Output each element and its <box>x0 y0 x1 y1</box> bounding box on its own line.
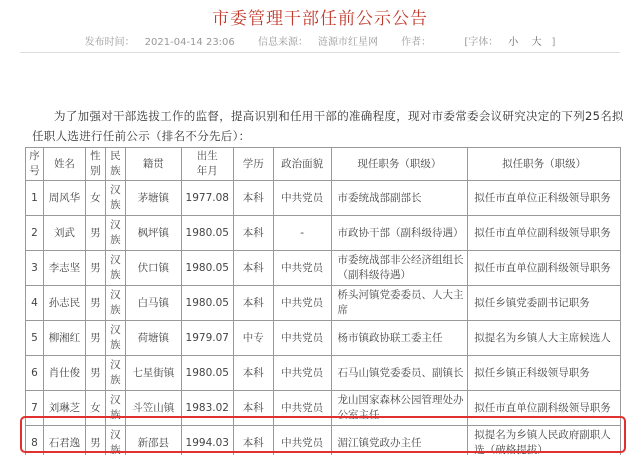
cell-party: 中共党员 <box>273 181 331 216</box>
cell-ethnicity: 汉族 <box>105 391 125 426</box>
font-small-button[interactable]: 小 <box>508 37 519 48</box>
cell-party: 中共党员 <box>273 251 331 286</box>
cell-current: 市政协干部（副科级待遇） <box>331 216 468 251</box>
cell-native: 斗笠山镇 <box>125 391 181 426</box>
cell-index: 7 <box>26 391 44 426</box>
cell-current: 龙山国家森林公园管理处办公室主任 <box>331 391 468 426</box>
cell-current: 石马山镇党委委员、副镇长 <box>331 356 468 391</box>
cell-native: 枫坪镇 <box>125 216 181 251</box>
cell-native: 七星街镇 <box>125 356 181 391</box>
publish-label: 发布时间： <box>84 37 135 48</box>
cell-edu: 本科 <box>233 286 273 321</box>
col-header-name: 姓名 <box>43 148 85 181</box>
cell-index: 3 <box>26 251 44 286</box>
table-row <box>26 356 621 391</box>
cell-gender: 女 <box>85 391 105 426</box>
table-row <box>26 181 621 216</box>
cell-party: 中共党员 <box>273 391 331 426</box>
table-body <box>26 181 621 455</box>
cell-proposed: 拟任市直单位副科级领导职务 <box>468 251 621 286</box>
col-header-party: 政治面貌 <box>273 148 331 181</box>
cell-gender: 男 <box>85 216 105 251</box>
cell-proposed: 拟任市直单位正科级领导职务 <box>468 181 621 216</box>
source-label: 信息来源： <box>257 37 308 48</box>
col-header-ethnicity: 民族 <box>105 148 125 181</box>
table-row <box>26 391 621 426</box>
cell-birth: 1980.05 <box>181 251 233 286</box>
font-size-close: ] <box>551 37 556 48</box>
font-size-label: [字体： <box>464 37 499 48</box>
col-header-proposed: 拟任职务（职级） <box>468 148 621 181</box>
cell-birth: 1980.05 <box>181 216 233 251</box>
cell-ethnicity: 汉族 <box>105 426 125 455</box>
cell-edu: 本科 <box>233 391 273 426</box>
cell-name: 孙志民 <box>43 286 85 321</box>
cell-edu: 本科 <box>233 356 273 391</box>
cell-ethnicity: 汉族 <box>105 181 125 216</box>
cell-proposed: 拟任市直单位副科级领导职务 <box>468 216 621 251</box>
cell-native: 荷塘镇 <box>125 321 181 356</box>
cell-gender: 男 <box>85 426 105 455</box>
table-row <box>26 286 621 321</box>
cell-proposed: 拟任乡镇党委副书记职务 <box>468 286 621 321</box>
col-header-native: 籍贯 <box>125 148 181 181</box>
cell-native: 伏口镇 <box>125 251 181 286</box>
col-header-edu: 学历 <box>233 148 273 181</box>
cell-proposed: 拟提名为乡镇人民政府副职人选（破格提拔） <box>468 426 621 455</box>
cell-gender: 男 <box>85 356 105 391</box>
cell-name: 石君逸 <box>43 426 85 455</box>
candidate-table <box>25 147 621 455</box>
author-label: 作者： <box>401 37 432 48</box>
col-header-birth: 出生年月 <box>181 148 233 181</box>
source-name: 涟源市红星网 <box>317 37 378 48</box>
cell-name: 刘琳芝 <box>43 391 85 426</box>
cell-gender: 女 <box>85 181 105 216</box>
cell-native: 茅塘镇 <box>125 181 181 216</box>
intro-text: 为了加强对干部选拔工作的监督，提高识别和任用干部的准确程度，现对市委常委会议研究决定的下列25名拟任职人选进行任前公示（排名不分先后）： <box>32 109 624 143</box>
cell-index: 5 <box>26 321 44 356</box>
intro-paragraph <box>32 106 624 146</box>
table-row <box>26 216 621 251</box>
cell-ethnicity: 汉族 <box>105 321 125 356</box>
cell-party: 中共党员 <box>273 426 331 455</box>
article-meta <box>0 33 640 48</box>
cell-proposed: 拟任市直单位副科级领导职务 <box>468 391 621 426</box>
cell-edu: 中专 <box>233 321 273 356</box>
cell-birth: 1977.08 <box>181 181 233 216</box>
cell-party: 中共党员 <box>273 321 331 356</box>
cell-birth: 1983.02 <box>181 391 233 426</box>
cell-native: 白马镇 <box>125 286 181 321</box>
cell-current: 市委统战部副部长 <box>331 181 468 216</box>
cell-native: 新邵县 <box>125 426 181 455</box>
cell-gender: 男 <box>85 251 105 286</box>
cell-party: 中共党员 <box>273 356 331 391</box>
cell-ethnicity: 汉族 <box>105 356 125 391</box>
cell-current: 桥头河镇党委委员、人大主席 <box>331 286 468 321</box>
font-size-control <box>459 37 560 48</box>
cell-index: 8 <box>26 426 44 455</box>
cell-name: 刘武 <box>43 216 85 251</box>
cell-current: 市委统战部非公经济组组长（副科级待遇） <box>331 251 468 286</box>
table-row <box>26 251 621 286</box>
cell-name: 肖仕俊 <box>43 356 85 391</box>
col-header-index: 序号 <box>26 148 44 181</box>
col-header-gender: 性别 <box>85 148 105 181</box>
author-info <box>396 37 446 48</box>
cell-edu: 本科 <box>233 181 273 216</box>
cell-birth: 1980.05 <box>181 356 233 391</box>
cell-ethnicity: 汉族 <box>105 216 125 251</box>
cell-ethnicity: 汉族 <box>105 251 125 286</box>
cell-edu: 本科 <box>233 216 273 251</box>
col-header-current: 现任职务（职级） <box>331 148 468 181</box>
source-info <box>253 37 383 48</box>
cell-edu: 本科 <box>233 251 273 286</box>
table-row <box>26 321 621 356</box>
cell-gender: 男 <box>85 286 105 321</box>
cell-current: 杨市镇政协联工委主任 <box>331 321 468 356</box>
cell-ethnicity: 汉族 <box>105 286 125 321</box>
cell-proposed: 拟提名为乡镇人大主席候选人 <box>468 321 621 356</box>
cell-index: 6 <box>26 356 44 391</box>
table-row <box>26 426 621 455</box>
cell-birth: 1980.05 <box>181 286 233 321</box>
cell-edu: 本科 <box>233 426 273 455</box>
cell-name: 李志坚 <box>43 251 85 286</box>
table-header-row <box>26 148 621 181</box>
cell-index: 4 <box>26 286 44 321</box>
cell-current: 湄江镇党政办主任 <box>331 426 468 455</box>
header-divider <box>20 52 620 53</box>
cell-proposed: 拟任乡镇正科级领导职务 <box>468 356 621 391</box>
cell-birth: 1994.03 <box>181 426 233 455</box>
publish-time: 2021-04-14 23:06 <box>144 37 235 48</box>
publish-info <box>80 37 240 48</box>
cell-name: 柳湘红 <box>43 321 85 356</box>
cell-party: - <box>273 216 331 251</box>
cell-name: 周风华 <box>43 181 85 216</box>
cell-gender: 男 <box>85 321 105 356</box>
font-large-button[interactable]: 大 <box>531 37 542 48</box>
cell-index: 1 <box>26 181 44 216</box>
cell-birth: 1979.07 <box>181 321 233 356</box>
page-title: 市委管理干部任前公示公告 <box>212 9 428 29</box>
cell-party: 中共党员 <box>273 286 331 321</box>
cell-index: 2 <box>26 216 44 251</box>
